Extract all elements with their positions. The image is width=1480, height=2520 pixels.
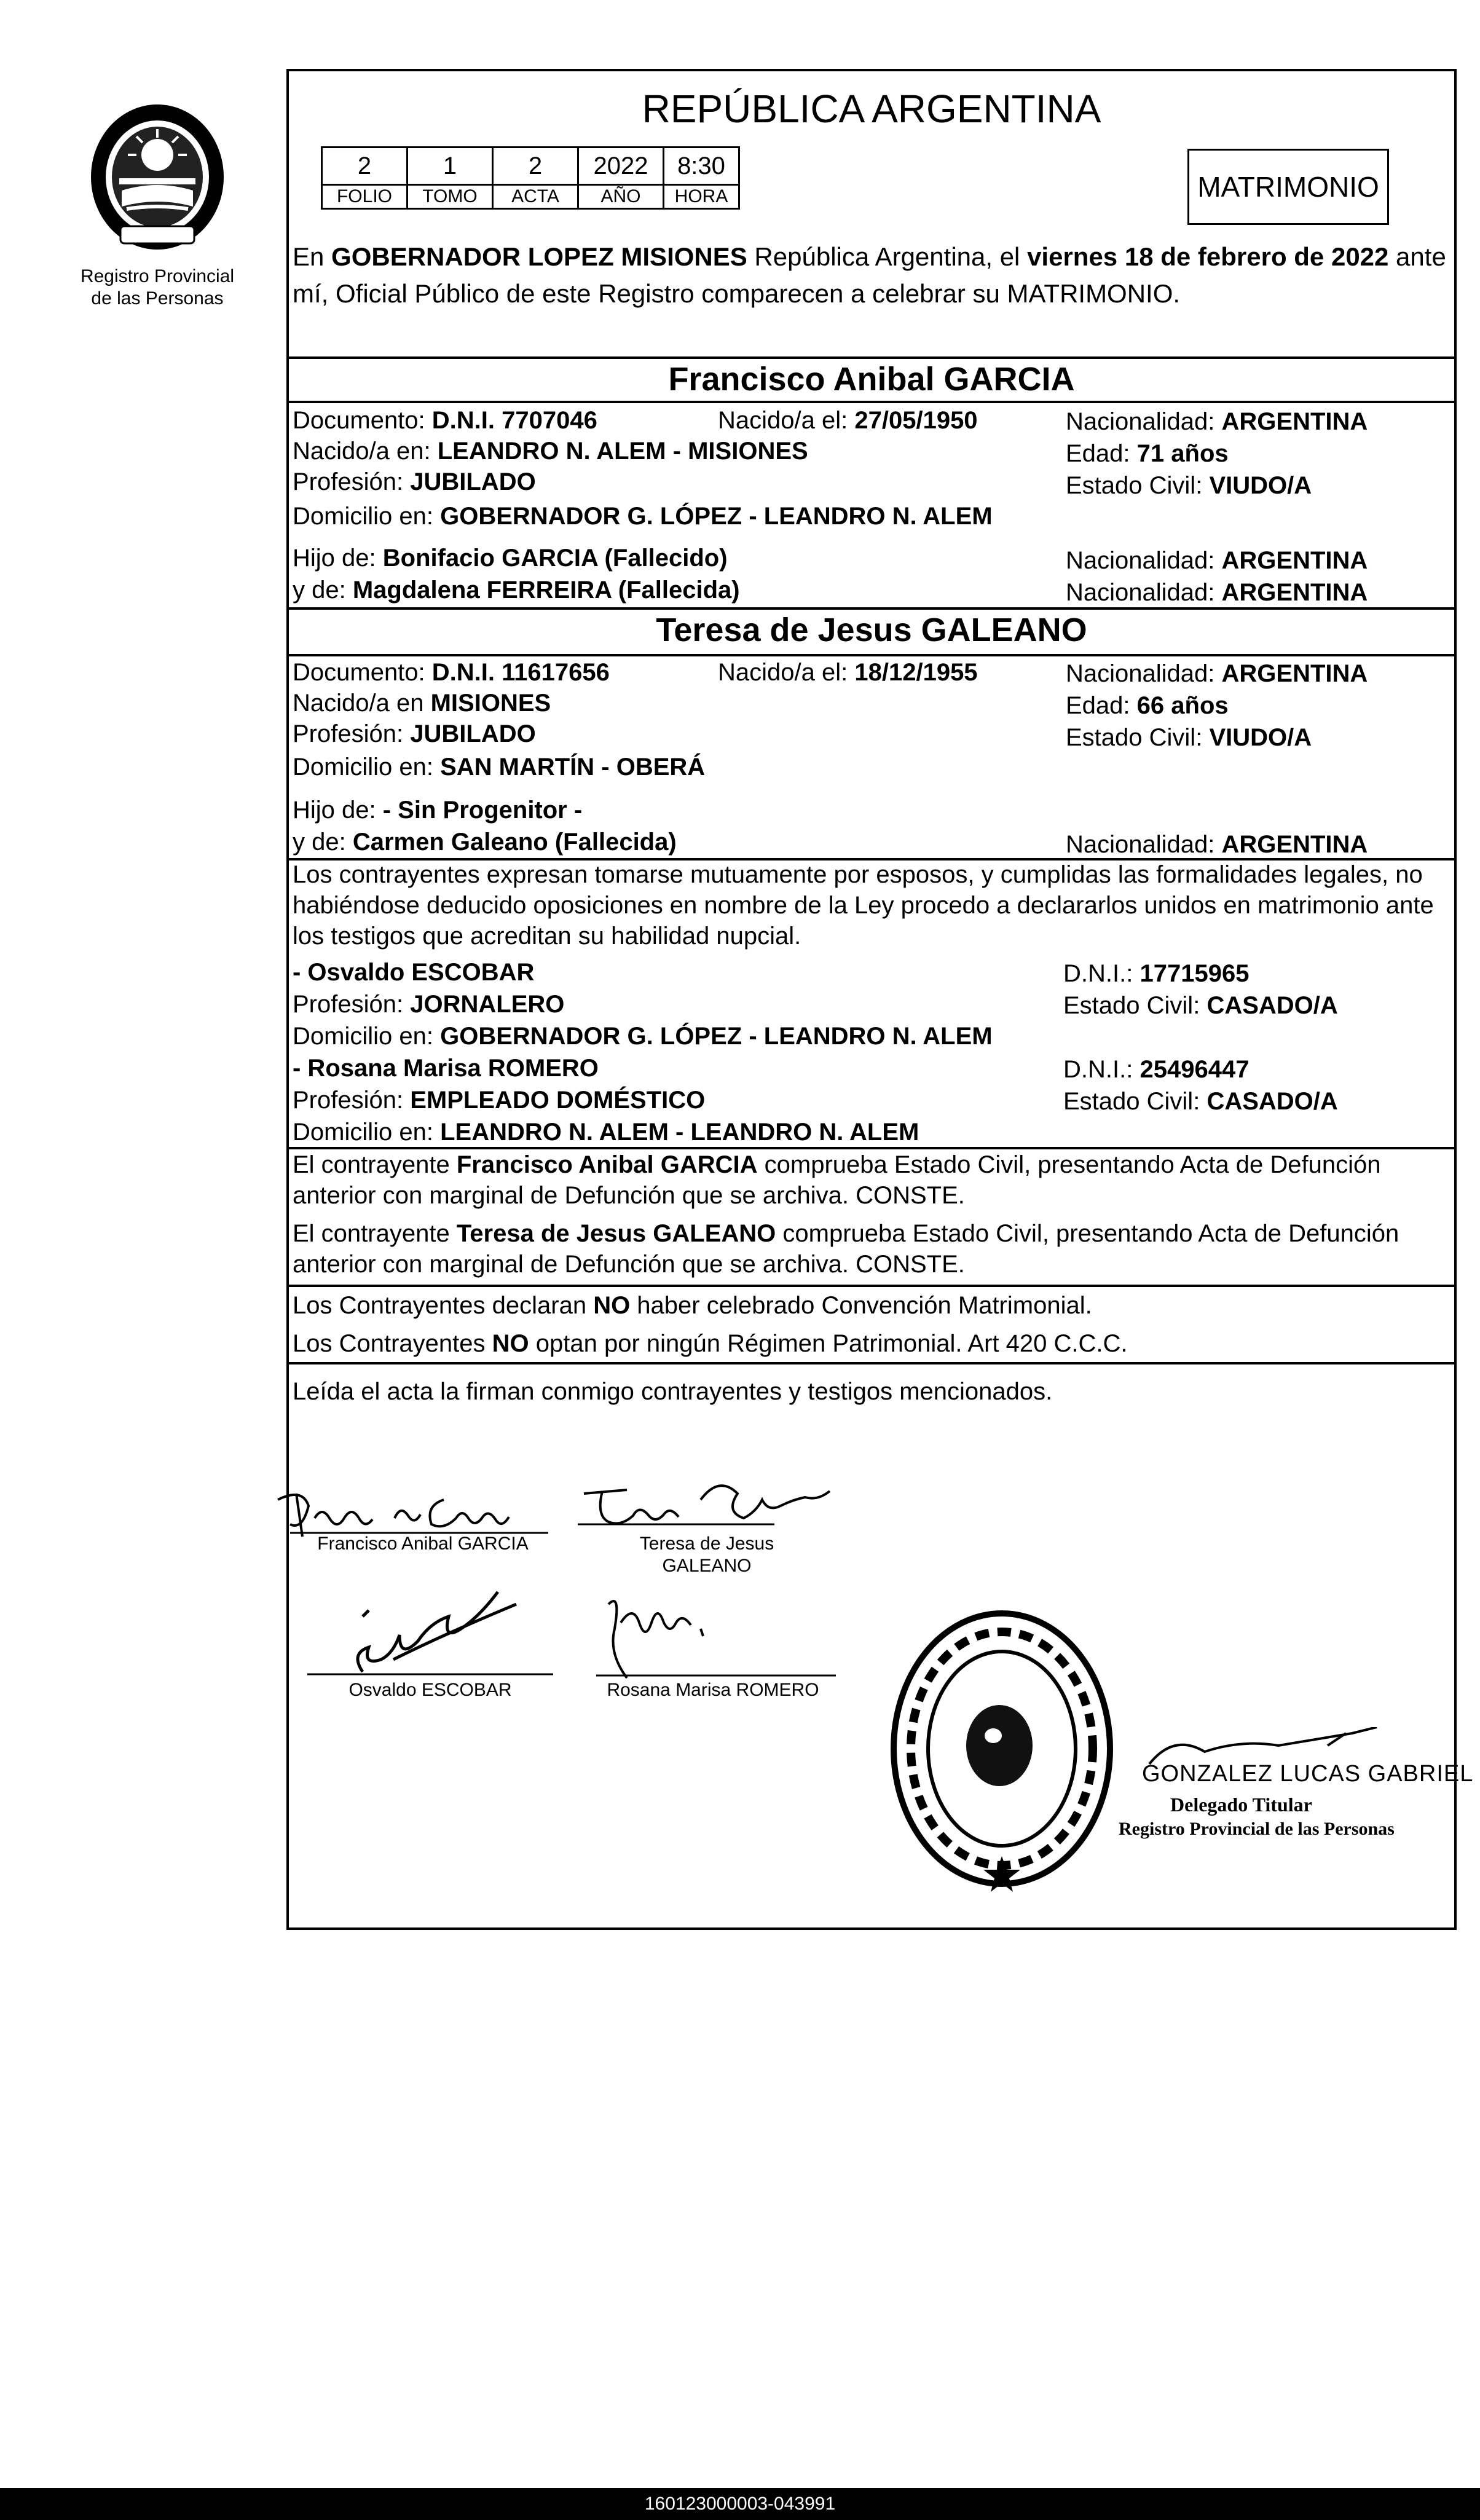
- document-type-box: MATRIMONIO: [1187, 149, 1389, 225]
- convention-line2: Los Contrayentes NO optan por ningún Régimen Patrimonial. Art 420 C.C.C.: [293, 1330, 1128, 1357]
- groom-mother: y de: Magdalena FERREIRA (Fallecida): [293, 577, 740, 604]
- witness1-signature: [307, 1580, 565, 1684]
- groom-father-nationality: Nacionalidad: ARGENTINA: [1066, 547, 1368, 574]
- bride-profession: Profesión: JUBILADO: [293, 720, 536, 747]
- bride-birthplace: Nacido/a en MISIONES: [293, 690, 551, 717]
- anio-value: 2022: [578, 148, 664, 185]
- bride-civil-proof: El contrayente Teresa de Jesus GALEANO comprueba Estado Civil, presentando Acta de Defunción anterior con marginal de Defunción que se archiva. CONSTE.: [293, 1220, 1399, 1278]
- hora-value: 8:30: [664, 148, 739, 185]
- groom-signature-label: Francisco Anibal GARCIA: [317, 1534, 529, 1554]
- bride-domicile: Domicilio en: SAN MARTÍN - OBERÁ: [293, 754, 706, 781]
- official-seal-icon: [885, 1604, 1119, 1893]
- official-role: Delegado Titular: [1170, 1794, 1312, 1816]
- groom-document: Documento: D.N.I. 7707046: [293, 407, 597, 434]
- bride-mother: y de: Carmen Galeano (Fallecida): [293, 829, 677, 856]
- official-organization: Registro Provincial de las Personas: [1119, 1819, 1395, 1839]
- intro-place: GOBERNADOR LOPEZ MISIONES: [331, 242, 747, 271]
- witness2-signature-label: Rosana Marisa ROMERO: [607, 1680, 819, 1700]
- closing-statement: Leída el acta la firman conmigo contrayentes y testigos mencionados.: [293, 1378, 1053, 1405]
- bride-nationality: Nacionalidad: ARGENTINA: [1066, 660, 1368, 687]
- tomo-label: TOMO: [407, 185, 493, 209]
- declaration-paragraph: Los contrayentes expresan tomarse mutuamente por esposos, y cumplidas las formalidades legales, no habiéndose deducido oposiciones en nombre de la Ley procedo a declararlos unidos en matrimonio ante los testigos que acreditan su habilidad nupcial.: [293, 861, 1434, 950]
- groom-civil-proof: El contrayente Francisco Anibal GARCIA comprueba Estado Civil, presentando Acta de Defunción anterior con marginal de Defunción que se archiva. CONSTE.: [293, 1151, 1381, 1209]
- acta-value: 2: [493, 148, 578, 185]
- page-title: REPÚBLICA ARGENTINA: [642, 87, 1101, 131]
- divider: [286, 654, 1457, 656]
- groom-age: Edad: 71 años: [1066, 440, 1229, 467]
- logo-caption-line1: Registro Provincial: [80, 266, 235, 286]
- witness2-name: - Rosana Marisa ROMERO: [293, 1055, 599, 1082]
- divider: [286, 607, 1457, 610]
- folio-value: 2: [322, 148, 407, 185]
- witness2-civil-status: Estado Civil: CASADO/A: [1063, 1088, 1338, 1115]
- groom-birthplace: Nacido/a en: LEANDRO N. ALEM - MISIONES: [293, 438, 808, 465]
- groom-father: Hijo de: Bonifacio GARCIA (Fallecido): [293, 545, 728, 572]
- bride-name-heading: Teresa de Jesus GALEANO: [656, 612, 1087, 648]
- acta-label: ACTA: [493, 185, 578, 209]
- divider: [286, 356, 1457, 359]
- bride-civil-status: Estado Civil: VIUDO/A: [1066, 724, 1312, 751]
- document-code-bar: 160123000003-043991: [0, 2488, 1480, 2520]
- witness2-dni: D.N.I.: 25496447: [1063, 1056, 1250, 1083]
- misiones-seal-icon: [84, 98, 231, 258]
- groom-nationality: Nacionalidad: ARGENTINA: [1066, 408, 1368, 435]
- groom-profession: Profesión: JUBILADO: [293, 468, 536, 495]
- witness1-civil-status: Estado Civil: CASADO/A: [1063, 992, 1338, 1019]
- bride-document: Documento: D.N.I. 11617656: [293, 659, 610, 686]
- province-logo: [84, 98, 231, 258]
- witness1-dni: D.N.I.: 17715965: [1063, 960, 1250, 987]
- witness1-profession: Profesión: JORNALERO: [293, 991, 565, 1018]
- bride-mother-nationality: Nacionalidad: ARGENTINA: [1066, 831, 1368, 858]
- divider: [286, 1362, 1457, 1364]
- intro-paragraph: En GOBERNADOR LOPEZ MISIONES República Argentina, el viernes 18 de febrero de 2022 ante mí, Oficial Público de este Registro comparecen a celebrar su MATRIMONIO.: [293, 242, 1446, 308]
- witness1-signature-label: Osvaldo ESCOBAR: [348, 1680, 512, 1700]
- groom-name-heading: Francisco Anibal GARCIA: [668, 361, 1075, 398]
- witness2-profession: Profesión: EMPLEADO DOMÉSTICO: [293, 1087, 706, 1114]
- bride-signature-label-l2: GALEANO: [662, 1556, 752, 1576]
- bride-signature: [578, 1475, 860, 1537]
- tomo-value: 1: [407, 148, 493, 185]
- bride-signature-label-l1: Teresa de Jesus: [639, 1534, 774, 1554]
- registry-table: [321, 146, 740, 210]
- folio-label: FOLIO: [322, 185, 407, 209]
- divider: [286, 401, 1457, 403]
- witness1-domicile: Domicilio en: GOBERNADOR G. LÓPEZ - LEANDRO N. ALEM: [293, 1023, 993, 1050]
- logo-caption-line2: de las Personas: [91, 288, 224, 309]
- groom-birthdate: Nacido/a el: 27/05/1950: [718, 407, 978, 434]
- official-name: GONZALEZ LUCAS GABRIEL: [1142, 1761, 1474, 1787]
- groom-mother-nationality: Nacionalidad: ARGENTINA: [1066, 579, 1368, 606]
- divider: [286, 1285, 1457, 1287]
- bride-birthdate: Nacido/a el: 18/12/1955: [718, 659, 978, 686]
- witness2-domicile: Domicilio en: LEANDRO N. ALEM - LEANDRO N. ALEM: [293, 1119, 919, 1146]
- bride-age: Edad: 66 años: [1066, 692, 1229, 719]
- groom-civil-status: Estado Civil: VIUDO/A: [1066, 472, 1312, 499]
- hora-label: HORA: [664, 185, 739, 209]
- convention-line1: Los Contrayentes declaran NO haber celebrado Convención Matrimonial.: [293, 1292, 1092, 1319]
- anio-label: AÑO: [578, 185, 664, 209]
- bride-father: Hijo de: - Sin Progenitor -: [293, 797, 583, 824]
- intro-date: viernes 18 de febrero de 2022: [1027, 242, 1389, 271]
- groom-domicile: Domicilio en: GOBERNADOR G. LÓPEZ - LEANDRO N. ALEM: [293, 503, 993, 530]
- witness1-name: - Osvaldo ESCOBAR: [293, 959, 535, 986]
- witness2-signature: [590, 1586, 848, 1684]
